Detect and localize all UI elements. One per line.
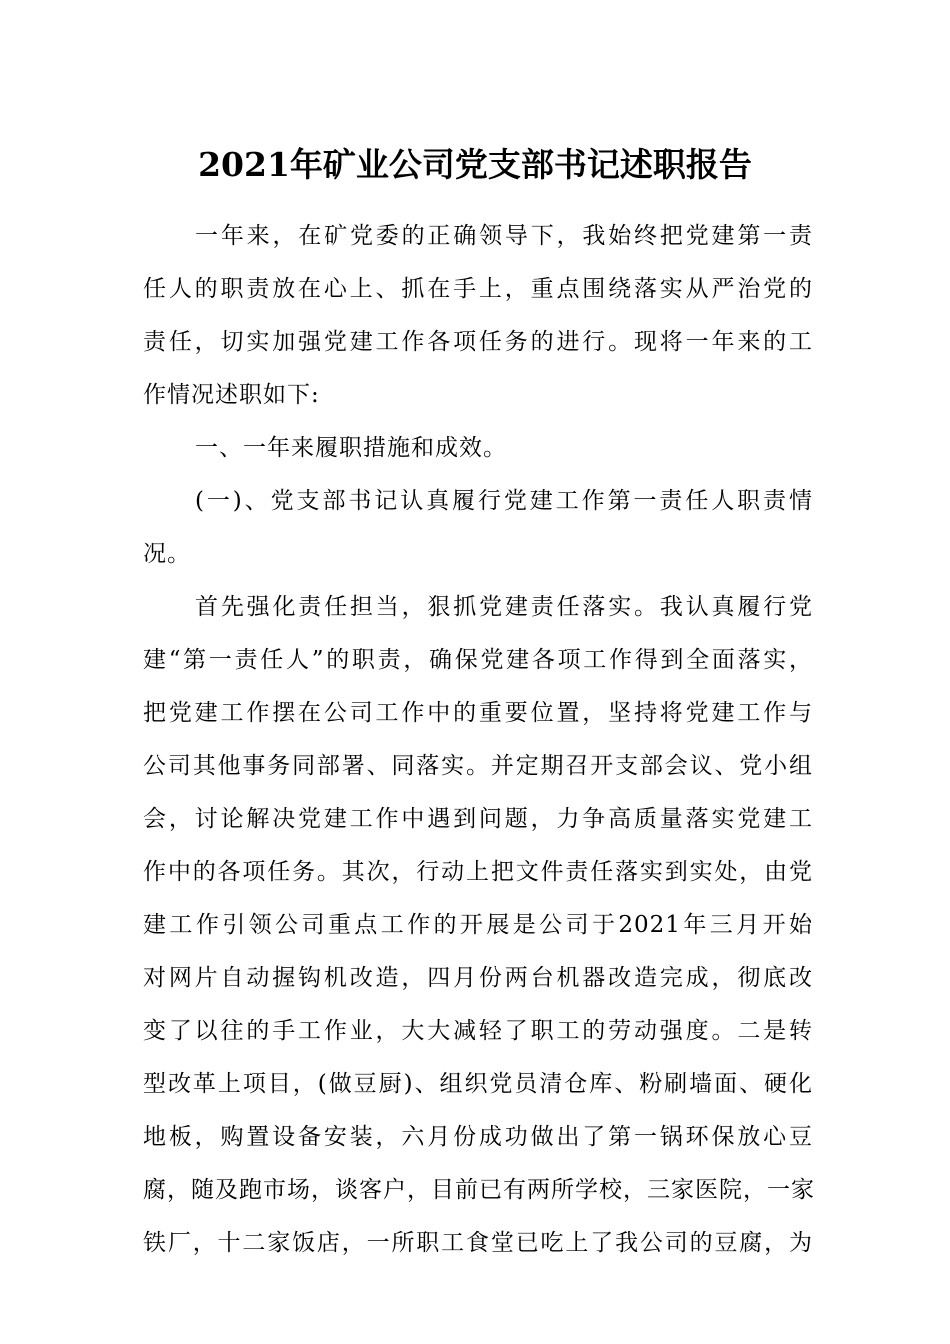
paragraph-line: 作情况述职如下: xyxy=(143,382,320,408)
paragraph-line: 作中的各项任务。其次，行动上把文件责任落实到实处，由党 xyxy=(143,859,813,885)
paragraph-line: 一年来，在矿党委的正确领导下，我始终把党建第一责 xyxy=(195,223,813,249)
subsection-heading-end: 况。 xyxy=(143,541,191,567)
paragraph-line: 会，讨论解决党建工作中遇到问题，力争高质量落实党建工 xyxy=(143,806,813,832)
paragraph-line: 建工作引领公司重点工作的开展是公司于2021年三月开始 xyxy=(143,912,813,938)
paragraph-line: 地板，购置设备安装，六月份成功做出了第一锅环保放心豆 xyxy=(143,1124,813,1150)
paragraph-line: 型改革上项目，(做豆厨)、组织党员清仓库、粉刷墙面、硬化 xyxy=(143,1071,813,1097)
document-title: 2021年矿业公司党支部书记述职报告 xyxy=(198,145,752,184)
paragraph-line: 把党建工作摆在公司工作中的重要位置，坚持将党建工作与 xyxy=(143,700,813,726)
paragraph-line: 腐，随及跑市场，谈客户，目前已有两所学校，三家医院，一家 xyxy=(143,1177,815,1203)
paragraph-line: 任人的职责放在心上、抓在手上，重点围绕落实从严治党的 xyxy=(143,276,813,302)
paragraph-line: 变了以往的手工作业，大大减轻了职工的劳动强度。二是转 xyxy=(143,1018,813,1044)
section-heading: 一、一年来履职措施和成效。 xyxy=(195,435,507,461)
subsection-heading: (一)、党支部书记认真履行党建工作第一责任人职责情 xyxy=(195,488,813,514)
paragraph-line: 责任，切实加强党建工作各项任务的进行。现将一年来的工 xyxy=(143,329,813,355)
paragraph-line: 首先强化责任担当，狠抓党建责任落实。我认真履行党 xyxy=(195,594,813,620)
paragraph-line: 建“第一责任人”的职责，确保党建各项工作得到全面落实， xyxy=(143,647,813,673)
paragraph-line: 公司其他事务同部署、同落实。并定期召开支部会议、党小组 xyxy=(143,753,813,779)
paragraph-line: 铁厂，十二家饭店，一所职工食堂已吃上了我公司的豆腐，为 xyxy=(143,1230,813,1256)
document-body xyxy=(143,210,813,1270)
paragraph-line: 对网片自动握钩机改造，四月份两台机器改造完成，彻底改 xyxy=(143,965,813,991)
